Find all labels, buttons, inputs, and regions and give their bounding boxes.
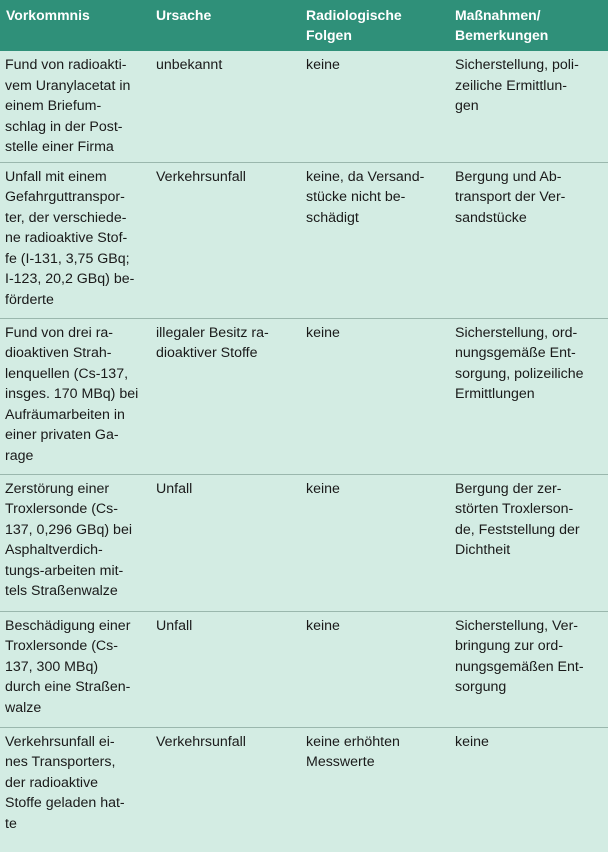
cell-ursache: Unfall xyxy=(150,611,300,727)
cell-ursache: Verkehrsunfall xyxy=(150,727,300,843)
header-row xyxy=(0,0,608,51)
cell-folgen: keine xyxy=(300,611,449,727)
table-row xyxy=(0,51,608,162)
cell-massnahmen: Sicherstellung, ord- nungsgemäße Ent- sorgung, polizeiliche Ermittlungen xyxy=(449,318,608,474)
table-row xyxy=(0,318,608,474)
cell-vorkommnis: Fund von drei ra- dioaktiven Strah- lenquellen (Cs-137, insges. 170 MBq) bei Aufräumarbeiten in einer privaten Ga- rage xyxy=(0,318,150,474)
cell-vorkommnis: Beschädigung einer Troxlersonde (Cs- 137, 300 MBq) durch eine Straßen- walze xyxy=(0,611,150,727)
cell-massnahmen: Sicherstellung, poli- zeiliche Ermittlun- gen xyxy=(455,57,579,114)
cell-ursache: Unfall xyxy=(150,474,300,611)
table-row xyxy=(0,162,608,318)
cell-vorkommnis: Verkehrsunfall ei- nes Transporters, der radioaktive Stoffe geladen hat- te xyxy=(0,727,150,843)
cell-ursache: Verkehrsunfall xyxy=(150,162,300,318)
cell-folgen: keine xyxy=(300,474,449,611)
table-row xyxy=(0,474,608,611)
header-radiologische-folgen: Radiologische Folgen xyxy=(300,0,449,51)
cell-folgen: keine, da Versand- stücke nicht be- schädigt xyxy=(300,162,449,318)
cell-massnahmen: Sicherstellung, Ver- bringung zur ord- nungsgemäßen Ent- sorgung xyxy=(449,611,608,727)
cell-ursache: unbekannt xyxy=(156,57,223,73)
table-body xyxy=(0,51,608,843)
cell-massnahmen: keine xyxy=(449,727,608,843)
table-row xyxy=(0,611,608,727)
cell-vorkommnis: Zerstörung einer Troxlersonde (Cs- 137, 0,296 GBq) bei Asphaltverdich- tungs-arbeiten mit- tels Straßenwalze xyxy=(0,474,150,611)
cell-vorkommnis: Fund von radioakti- vem Uranylacetat in einem Briefum- schlag in der Post- stelle einer Firma xyxy=(5,57,131,155)
header-ursache: Ursache xyxy=(150,0,300,51)
cell-folgen: keine erhöhten Messwerte xyxy=(300,727,449,843)
cell-folgen: keine xyxy=(306,57,340,73)
cell-folgen: keine xyxy=(300,318,449,474)
cell-massnahmen: Bergung und Ab- transport der Ver- sandstücke xyxy=(449,162,608,318)
table-row xyxy=(0,727,608,843)
cell-vorkommnis: Unfall mit einem Gefahrguttranspor- ter, der verschiede- ne radioaktive Stof- fe (I-131, 3,75 GBq; I-123, 20,2 GBq) be- förderte xyxy=(0,162,150,318)
cell-massnahmen: Bergung der zer- störten Troxlerson- de, Feststellung der Dichtheit xyxy=(449,474,608,611)
cell-ursache: illegaler Besitz ra- dioaktiver Stoffe xyxy=(150,318,300,474)
header-massnahmen: Maßnahmen/ Bemerkungen xyxy=(449,0,608,51)
header-vorkommnis: Vorkommnis xyxy=(0,0,150,51)
table-header xyxy=(0,0,608,51)
